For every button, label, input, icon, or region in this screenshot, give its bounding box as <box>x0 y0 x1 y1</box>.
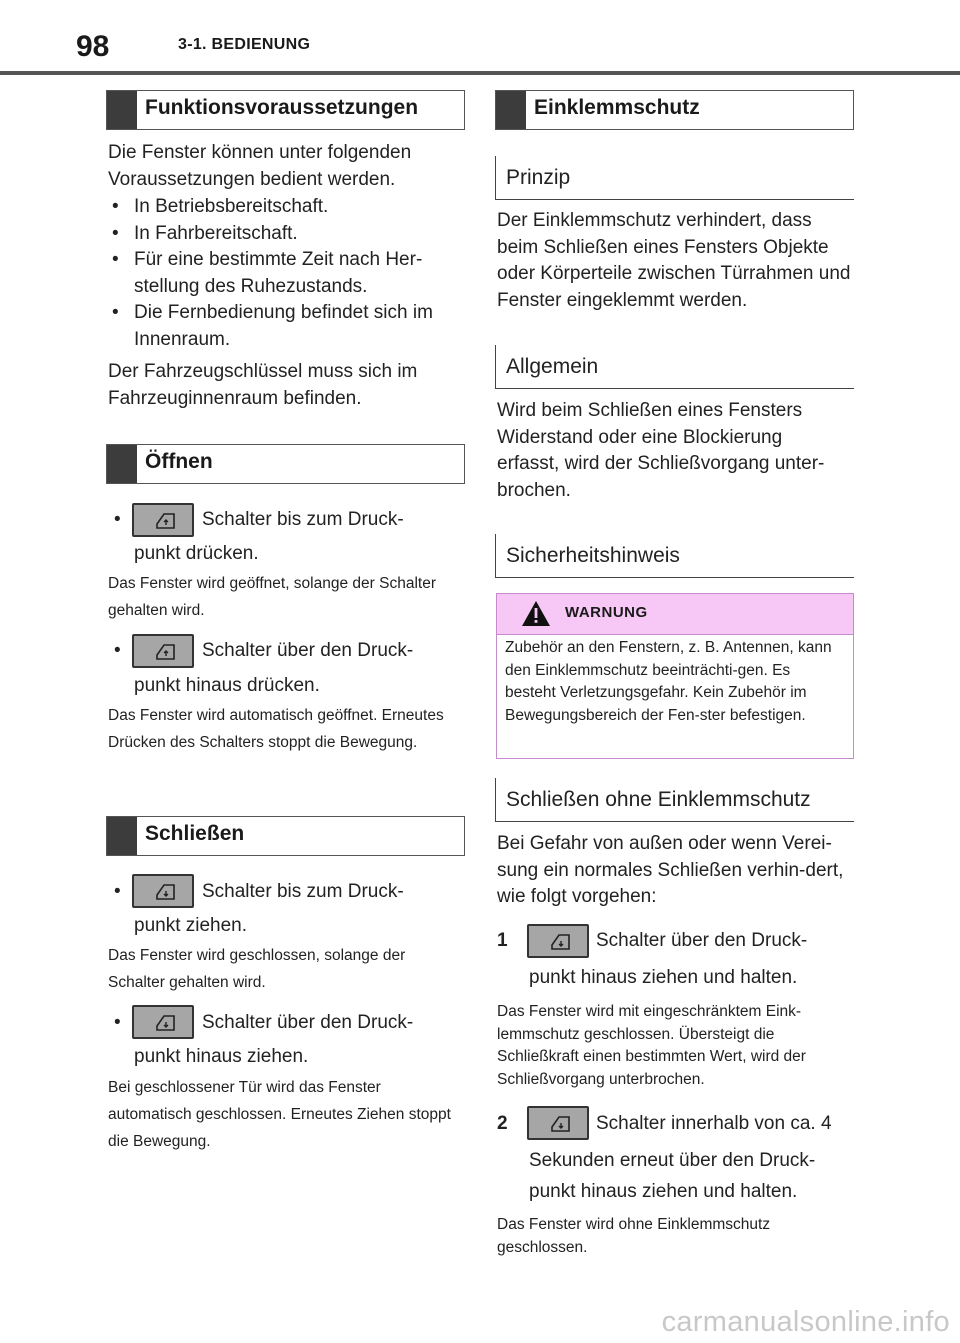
bullet: • <box>114 1012 121 1033</box>
watermark: carmanualsonline.info <box>661 1306 950 1338</box>
instruction-text: punkt drücken. <box>134 543 259 564</box>
instruction-text: punkt hinaus ziehen und halten. <box>529 967 798 988</box>
note-text: Das Fenster wird geöffnet, solange der Schalter gehalten wird. <box>108 575 436 619</box>
conditions-list <box>108 194 463 353</box>
instruction-text: Schalter über den Druck- <box>202 640 414 661</box>
warning-box <box>496 593 854 759</box>
bullet: • <box>114 509 121 530</box>
section-heading-funktionsvoraussetzungen <box>106 90 465 130</box>
heading-bar <box>107 445 137 483</box>
note-text: Das Fenster wird ohne Einklemmschutz geschlossen. <box>497 1216 771 1256</box>
note-text: Das Fenster wird geschlossen, solange der Schalter gehalten wird. <box>108 947 406 991</box>
chapter-title: 3-1. BEDIENUNG <box>178 36 311 53</box>
list-item: • Für eine bestimmte Zeit nach Her-stellung des Ruhezustands. <box>108 247 463 300</box>
section-heading-oeffnen <box>106 444 465 484</box>
list-item: • In Fahrbereitschaft. <box>108 221 463 248</box>
header-rule <box>0 71 960 75</box>
prinzip-text: Der Einklemmschutz verhindert, dass beim Schließen eines Fensters Objekte oder Körperteile zwischen Türrahmen und Fenster eingeklemmt werden. <box>497 210 851 311</box>
subheading-text: Allgemein <box>506 355 599 378</box>
section-heading-einklemmschutz <box>495 90 854 130</box>
window-switch-icon <box>527 1106 589 1140</box>
subheading-text: Prinzip <box>506 166 571 189</box>
section-heading-text: Schließen <box>145 822 245 845</box>
warning-header <box>497 594 853 635</box>
note-text: Das Fenster wird mit eingeschränktem Eink-lemmschutz geschlossen. Übersteigt die Schließkraft einen bestimmten Wert, wird der Schließvorgang unterbrochen. <box>497 1003 806 1088</box>
instruction-text: Schalter über den Druck- <box>596 930 808 951</box>
window-switch-icon <box>132 1005 194 1039</box>
window-switch-icon <box>132 503 194 537</box>
warning-label: WARNUNG <box>565 604 648 621</box>
instruction-text: Sekunden erneut über den Druck- <box>529 1150 816 1171</box>
bullet: • <box>114 640 121 661</box>
instruction-text: Schalter bis zum Druck- <box>202 509 404 530</box>
step-number: 1 <box>497 930 508 951</box>
allgemein-text: Wird beim Schließen eines Fensters Widerstand oder eine Blockierung erfasst, wird der Schließvorgang unter-brochen. <box>497 400 825 501</box>
window-switch-icon <box>132 634 194 668</box>
subheading-text: Schließen ohne Einklemmschutz <box>506 788 811 811</box>
section-heading-text: Funktionsvoraussetzungen <box>145 96 419 119</box>
note-text: Bei geschlossener Tür wird das Fenster automatisch geschlossen. Erneutes Ziehen stoppt die Bewegung. <box>108 1079 451 1150</box>
bullet: • <box>114 881 121 902</box>
note-text: Das Fenster wird automatisch geöffnet. Erneutes Drücken des Schalters stoppt die Bewegung. <box>108 707 444 751</box>
ohne-intro-text: Bei Gefahr von außen oder wenn Verei-sung ein normales Schließen verhin-dert, wie folgt vorgehen: <box>497 833 844 907</box>
instruction-text: Schalter über den Druck- <box>202 1012 414 1033</box>
subheading-prinzip <box>495 156 854 200</box>
heading-bar <box>496 91 526 129</box>
subheading-allgemein <box>495 345 854 389</box>
step-number: 2 <box>497 1113 508 1134</box>
heading-bar <box>107 91 137 129</box>
section-heading-text: Öffnen <box>145 450 213 473</box>
heading-bar <box>107 817 137 855</box>
instruction-text: punkt hinaus drücken. <box>134 675 320 696</box>
subheading-schliessen-ohne-einklemmschutz <box>495 778 854 822</box>
intro-text: Die Fenster können unter folgenden Voraussetzungen bedient werden. <box>108 142 412 190</box>
instruction-text: Schalter innerhalb von ca. 4 <box>596 1113 832 1134</box>
page-number: 98 <box>76 30 110 63</box>
warning-triangle-icon <box>521 600 551 627</box>
warning-text: Zubehör an den Fenstern, z. B. Antennen, kann den Einklemmschutz beeinträchti-gen. Es besteht Verletzungsgefahr. Kein Zubehör im Bewegungsbereich der Fen-ster befestigen. <box>505 639 832 724</box>
subheading-sicherheitshinweis <box>495 534 854 578</box>
subheading-text: Sicherheitshinweis <box>506 544 680 567</box>
instruction-text: Schalter bis zum Druck- <box>202 881 404 902</box>
instruction-text: punkt hinaus ziehen und halten. <box>529 1181 798 1202</box>
section-heading-text: Einklemmschutz <box>534 96 700 119</box>
key-note-text: Der Fahrzeugschlüssel muss sich im Fahrzeuginnenraum befinden. <box>108 361 418 409</box>
list-item: • In Betriebsbereitschaft. <box>108 194 463 221</box>
instruction-text: punkt hinaus ziehen. <box>134 1046 309 1067</box>
section-heading-schliessen <box>106 816 465 856</box>
window-switch-icon <box>132 874 194 908</box>
window-switch-icon <box>527 924 589 958</box>
instruction-text: punkt ziehen. <box>134 915 248 936</box>
list-item: • Die Fernbedienung befindet sich im Innenraum. <box>108 300 463 353</box>
